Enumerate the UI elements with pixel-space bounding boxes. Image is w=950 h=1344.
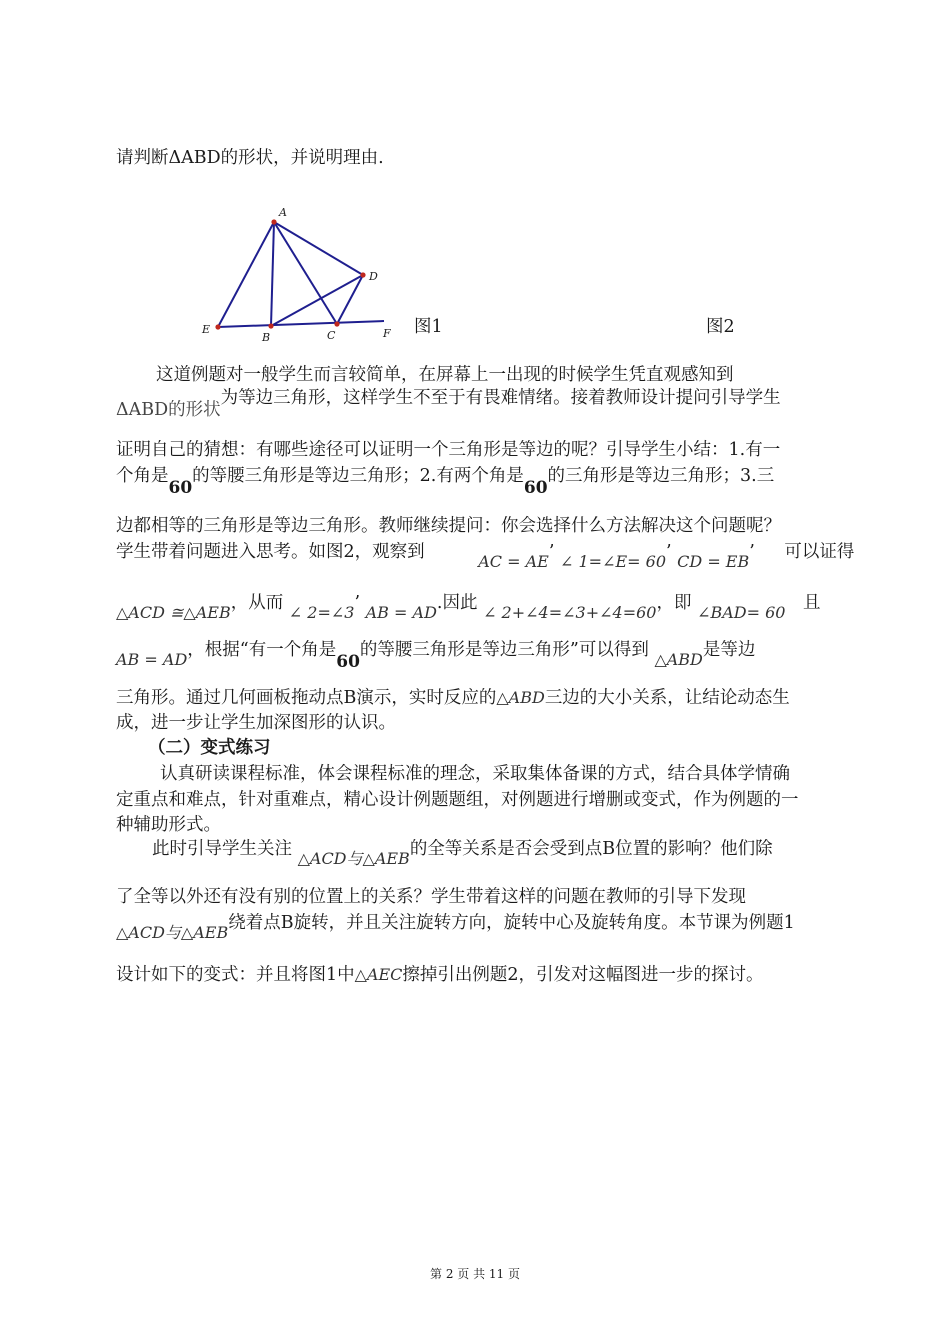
p3-line-4: 设计如下的变式：并且将图1中△AEC擦掉引出例题2，引发对这幅图进一步的探讨。 bbox=[116, 965, 764, 985]
p1-line-8: AB = AD，根据“有一个角是60的等腰三角形是等边三角形”可以得到 △ABD是等边 bbox=[116, 640, 756, 672]
p1-line-9: 三角形。通过几何画板拖动点B演示，实时反应的△ABD三边的大小关系，让结论动态生 bbox=[116, 688, 790, 708]
segment-ae bbox=[218, 222, 274, 327]
point-e-marker bbox=[215, 324, 220, 329]
p3-line-3: △ACD与△AEB绕着点B旋转，并且关注旋转方向，旋转中心及旋转角度。本节课为例题1 bbox=[116, 913, 795, 942]
p2-line-3: 种辅助形式。 bbox=[116, 815, 221, 835]
segment-ef bbox=[218, 321, 384, 327]
p1-line-6: 学生带着问题进入思考。如图2，观察到 AC = AE’ ∠ 1=∠E= 60’ CD = EB’ 可以证得 bbox=[116, 542, 855, 571]
p1-line-1: 这道例题对一般学生而言较简单，在屏幕上一出现的时候学生凭直观感知到 bbox=[156, 365, 734, 385]
p1-line-10: 成，进一步让学生加深图形的认识。 bbox=[116, 713, 396, 733]
math-acd-aeb-1: △ACD与△AEB bbox=[297, 849, 410, 868]
sixty-degree-3: 60 bbox=[336, 652, 360, 672]
abd-shape-text: ΔABD的形状 bbox=[116, 400, 221, 420]
math-ab-ad-2: AB = AD bbox=[116, 650, 188, 669]
math-cd-eb: CD = EB bbox=[677, 552, 750, 571]
point-c-marker bbox=[334, 321, 339, 326]
point-a-label: A bbox=[279, 206, 287, 219]
math-angle-2-3: ∠ 2=∠3 bbox=[288, 603, 355, 622]
p1-line-5: 边都相等的三角形是等边三角形。教师继续提问：你会选择什么方法解决这个问题呢？ bbox=[116, 516, 781, 536]
p1-line-4: 个角是60的等腰三角形是等边三角形；2.有两个角是60的三角形是等边三角形；3.三 bbox=[116, 466, 775, 498]
math-angle-bad: ∠BAD= 60 bbox=[697, 603, 786, 622]
sixty-degree-2: 60 bbox=[523, 478, 548, 498]
point-b-marker bbox=[268, 323, 273, 328]
math-triangle-abd-1: △ABD bbox=[654, 650, 703, 669]
figure-1-caption: 图1 bbox=[414, 317, 443, 337]
geometry-figure-1 bbox=[196, 200, 406, 345]
math-ab-ad-1: AB = AD bbox=[365, 603, 437, 622]
section-title: （二）变式练习 bbox=[148, 738, 271, 758]
math-angle-sum: ∠ 2+∠4=∠3+∠4=60 bbox=[483, 603, 657, 622]
segment-ad bbox=[274, 222, 363, 275]
point-f-label: F bbox=[383, 327, 391, 340]
math-ac-ae: AC = AE bbox=[478, 552, 549, 571]
segment-ac bbox=[274, 222, 337, 324]
segment-ab bbox=[271, 222, 274, 326]
page-number-footer: 第 2 页 共 11 页 bbox=[430, 1267, 520, 1281]
point-b-label: B bbox=[262, 331, 271, 344]
p1-line-2: ΔABD的形状为等边三角形，这样学生不至于有畏难情绪。接着教师设计提问引导学生 bbox=[116, 388, 781, 420]
sixty-degree-1: 60 bbox=[168, 478, 193, 498]
point-d-label: D bbox=[369, 270, 378, 283]
math-acd-aeb-2: △ACD与△AEB bbox=[116, 923, 229, 942]
p1-line-3: 证明自己的猜想：有哪些途径可以证明一个三角形是等边的呢？引导学生小结：1.有一 bbox=[116, 440, 781, 460]
intro-question: 请判断ΔABD的形状，并说明理由. bbox=[116, 148, 384, 168]
point-a-marker bbox=[271, 219, 276, 224]
p3-line-2: 了全等以外还有没有别的位置上的关系？学生带着这样的问题在教师的引导下发现 bbox=[116, 887, 746, 907]
figure-2-caption: 图2 bbox=[706, 317, 735, 337]
math-angle-1-e: ∠ 1=∠E= 60 bbox=[559, 552, 666, 571]
point-d-marker bbox=[360, 272, 365, 277]
point-e-label: E bbox=[202, 323, 211, 336]
p3-line-1: 此时引导学生关注 △ACD与△AEB的全等关系是否会受到点B位置的影响？他们除 bbox=[152, 839, 773, 868]
p1-line-7: △ACD ≅△AEB，从而 ∠ 2=∠3’ AB = AD.因此 ∠ 2+∠4=∠3+∠4=60，即 ∠BAD= 60 且 bbox=[116, 593, 821, 622]
math-triangle-abd-2: △ABD bbox=[496, 688, 545, 707]
p2-line-1: 认真研读课程标准，体会课程标准的理念，采取集体备课的方式，结合具体学情确 bbox=[160, 764, 790, 784]
math-triangle-aec: △AEC bbox=[354, 965, 403, 984]
math-congruent: △ACD ≅△AEB bbox=[116, 603, 231, 622]
p2-line-2: 定重点和难点，针对重难点，精心设计例题题组，对例题进行增删或变式，作为例题的一 bbox=[116, 790, 799, 810]
point-c-label: C bbox=[327, 329, 336, 342]
